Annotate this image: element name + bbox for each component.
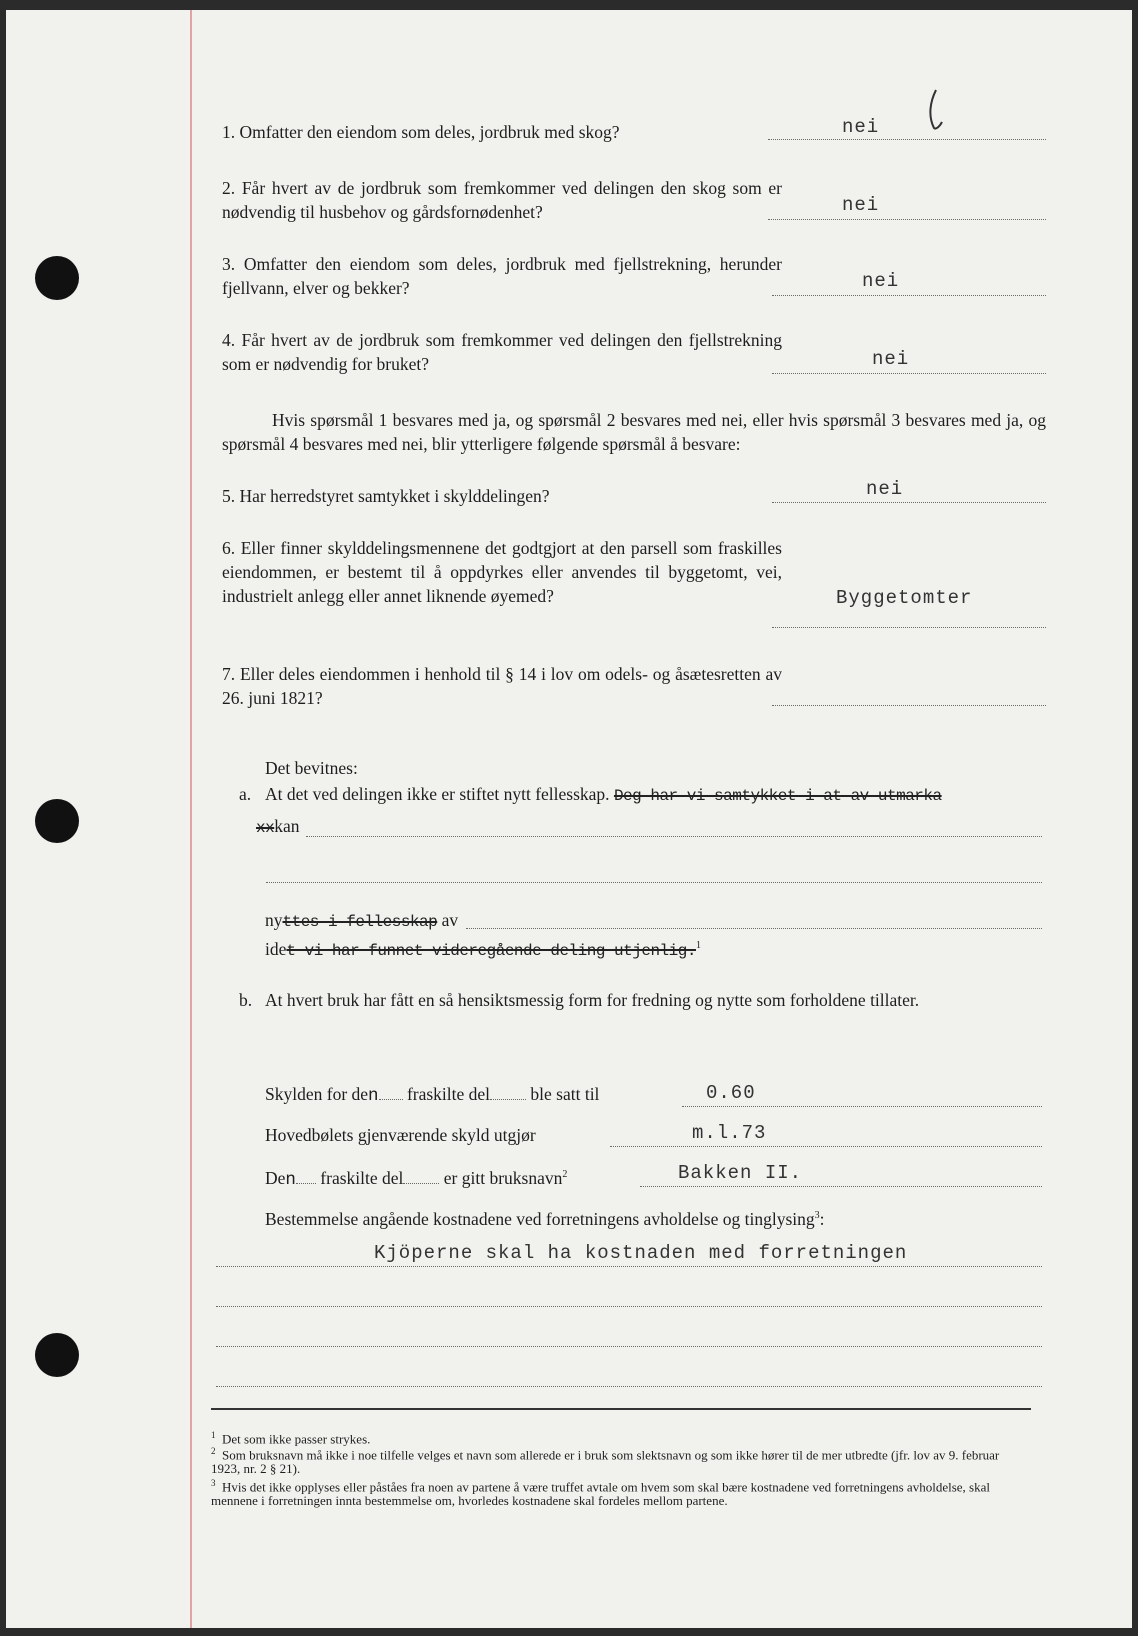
footnote-ref: 1 xyxy=(695,940,701,951)
answer-line xyxy=(772,627,1046,628)
question-6: 6. Eller finner skylddelingsmennene det godtgjort at den parsell som fraskilles eiendommen, er bestemt til å oppdyrkes eller anvendes til byggetomt, vei, industrielt anlegg eller annet liknende øyemed? xyxy=(222,538,782,606)
fill-line xyxy=(216,1346,1042,1347)
footnote-3 xyxy=(211,1476,1031,1508)
question-2: 2. Får hvert av de jordbruk som fremkommer ved delingen den skog som er nødvendig til husbehov og gårdsfornødenhet? xyxy=(222,178,782,222)
kostnad-text: Bestemmelse angående kostnadene ved forretningens avholdelse og tinglysing xyxy=(265,1208,815,1229)
skyld-label-c: ble satt til xyxy=(530,1084,600,1104)
nyttes-line xyxy=(265,908,458,934)
answer-6: Byggetomter xyxy=(836,587,973,609)
answer-line xyxy=(772,373,1046,374)
document-page xyxy=(6,10,1132,1628)
footnote-text: Hvis det ikke opplyses eller påståes fra noen av partene å være truffet avtale om hvem som skal bære kostnadene ved forretningens avholdelse, skal mennene i forretningen innta bestemmelse om, hvorledes kostnadene skal fordeles mellom partene. xyxy=(211,1479,990,1509)
item-b-label: b. xyxy=(239,990,253,1010)
bruksnavn-value: Bakken II. xyxy=(678,1162,803,1184)
footnote-text: Som bruksnavn må ikke i noe tilfelle velges et navn som allerede er i bruk som slektsnavn og som ikke hører til de mer utbredte (jfr. lov av 9. februar 1923, nr. 2 § 21). xyxy=(211,1447,1000,1477)
answer-line xyxy=(772,705,1046,706)
bruksnavn-label-b: fraskilte del xyxy=(320,1167,404,1188)
skyld-value: 0.60 xyxy=(706,1082,756,1104)
footnote-rule xyxy=(211,1408,1031,1410)
kan-word: kan xyxy=(274,816,300,836)
item-a-label: a. xyxy=(239,784,252,804)
answer-2: nei xyxy=(842,194,880,216)
ide-line xyxy=(265,934,701,963)
struck-text: t vi har funnet videregående deling utjenlig. xyxy=(286,941,696,960)
struck-text: ttes i fellesskap xyxy=(282,913,438,931)
kostnad-value: Kjöperne skal ha kostnaden med forretningen xyxy=(374,1242,908,1264)
answer-line xyxy=(772,502,1046,503)
item-a-text xyxy=(265,782,942,808)
answer-line xyxy=(772,295,1046,296)
kostnad-label xyxy=(265,1204,825,1231)
footnote-2 xyxy=(211,1444,1031,1476)
fill-line xyxy=(640,1186,1042,1187)
fill-line xyxy=(682,1106,1042,1107)
struck-text: xx xyxy=(256,819,275,837)
answer-line xyxy=(768,219,1046,220)
item-b-text: At hvert bruk har fått en så hensiktsmessig form for fredning og nytte som forholdene tillater. xyxy=(265,990,920,1010)
bevitnes-heading: Det bevitnes: xyxy=(265,758,358,778)
struck-text: Deg har vi samtykket i at av utmarka xyxy=(613,787,942,805)
bruksnavn-label-a: De xyxy=(265,1167,286,1188)
footnote-ref: 2 xyxy=(562,1169,568,1180)
item-a-statement: At det ved delingen ikke er stiftet nytt fellesskap. xyxy=(265,784,610,804)
fill-line xyxy=(216,1386,1042,1387)
answer-1: nei xyxy=(842,116,880,138)
hovedbol-value: m.l.73 xyxy=(692,1122,767,1144)
kan-line xyxy=(256,814,299,840)
fill-line xyxy=(306,836,1042,837)
answer-4: nei xyxy=(872,348,910,370)
footnote-num: 1 xyxy=(211,1430,216,1440)
fill-line xyxy=(266,882,1042,883)
bruksnavn-fill-n: n xyxy=(285,1169,296,1190)
ny-word: ny xyxy=(265,910,283,930)
question-4: 4. Får hvert av de jordbruk som fremkommer ved delingen den fjellstrekning som er nødvendig for bruket? xyxy=(222,330,782,374)
skyld-label-a: Skylden for de xyxy=(265,1084,369,1104)
skyld-label-b: fraskilte del xyxy=(406,1084,491,1104)
answer-5: nei xyxy=(866,478,904,500)
skyld-fill-n: n xyxy=(368,1086,379,1106)
fill-line xyxy=(216,1266,1042,1267)
fill-line xyxy=(216,1306,1042,1307)
punch-hole xyxy=(35,1333,79,1377)
question-5: 5. Har herredstyret samtykket i skylddelingen? xyxy=(222,486,550,506)
footnote-text: Det som ikke passer strykes. xyxy=(222,1431,371,1447)
bruksnavn-label-c: er gitt bruksnavn xyxy=(443,1167,563,1188)
punch-hole xyxy=(35,799,79,843)
footnote-num: 3 xyxy=(211,1478,216,1488)
skyld-line-1 xyxy=(265,1082,599,1108)
question-3: 3. Omfatter den eiendom som deles, jordbruk med fjellstrekning, herunder fjellvann, elver og bekker? xyxy=(222,254,782,298)
checkmark-icon xyxy=(924,88,944,132)
fill-line xyxy=(610,1146,1042,1147)
fill-line xyxy=(466,928,1042,929)
footnote-num: 2 xyxy=(211,1446,216,1456)
margin-line xyxy=(190,10,192,1628)
answer-line xyxy=(768,139,1046,140)
punch-hole xyxy=(35,256,79,300)
footnote-ref: 3 xyxy=(814,1210,820,1221)
question-7: 7. Eller deles eiendommen i henhold til § 14 i lov om odels- og åsætesretten av 26. juni 1821? xyxy=(222,664,782,708)
hovedbol-label: Hovedbølets gjenværende skyld utgjør xyxy=(265,1125,536,1145)
answer-3: nei xyxy=(862,270,900,292)
question-1: 1. Omfatter den eiendom som deles, jordbruk med skog? xyxy=(222,122,620,142)
ide-word: ide xyxy=(265,938,287,959)
bruksnavn-line xyxy=(265,1163,567,1192)
av-word: av xyxy=(441,910,459,930)
condition-text: Hvis spørsmål 1 besvares med ja, og spørsmål 2 besvares med nei, eller hvis spørsmål 3 besvares med ja, og spørsmål 4 besvares med nei, blir ytterligere følgende spørsmål å besvare: xyxy=(222,410,1046,454)
kostnad-colon: : xyxy=(819,1208,825,1229)
